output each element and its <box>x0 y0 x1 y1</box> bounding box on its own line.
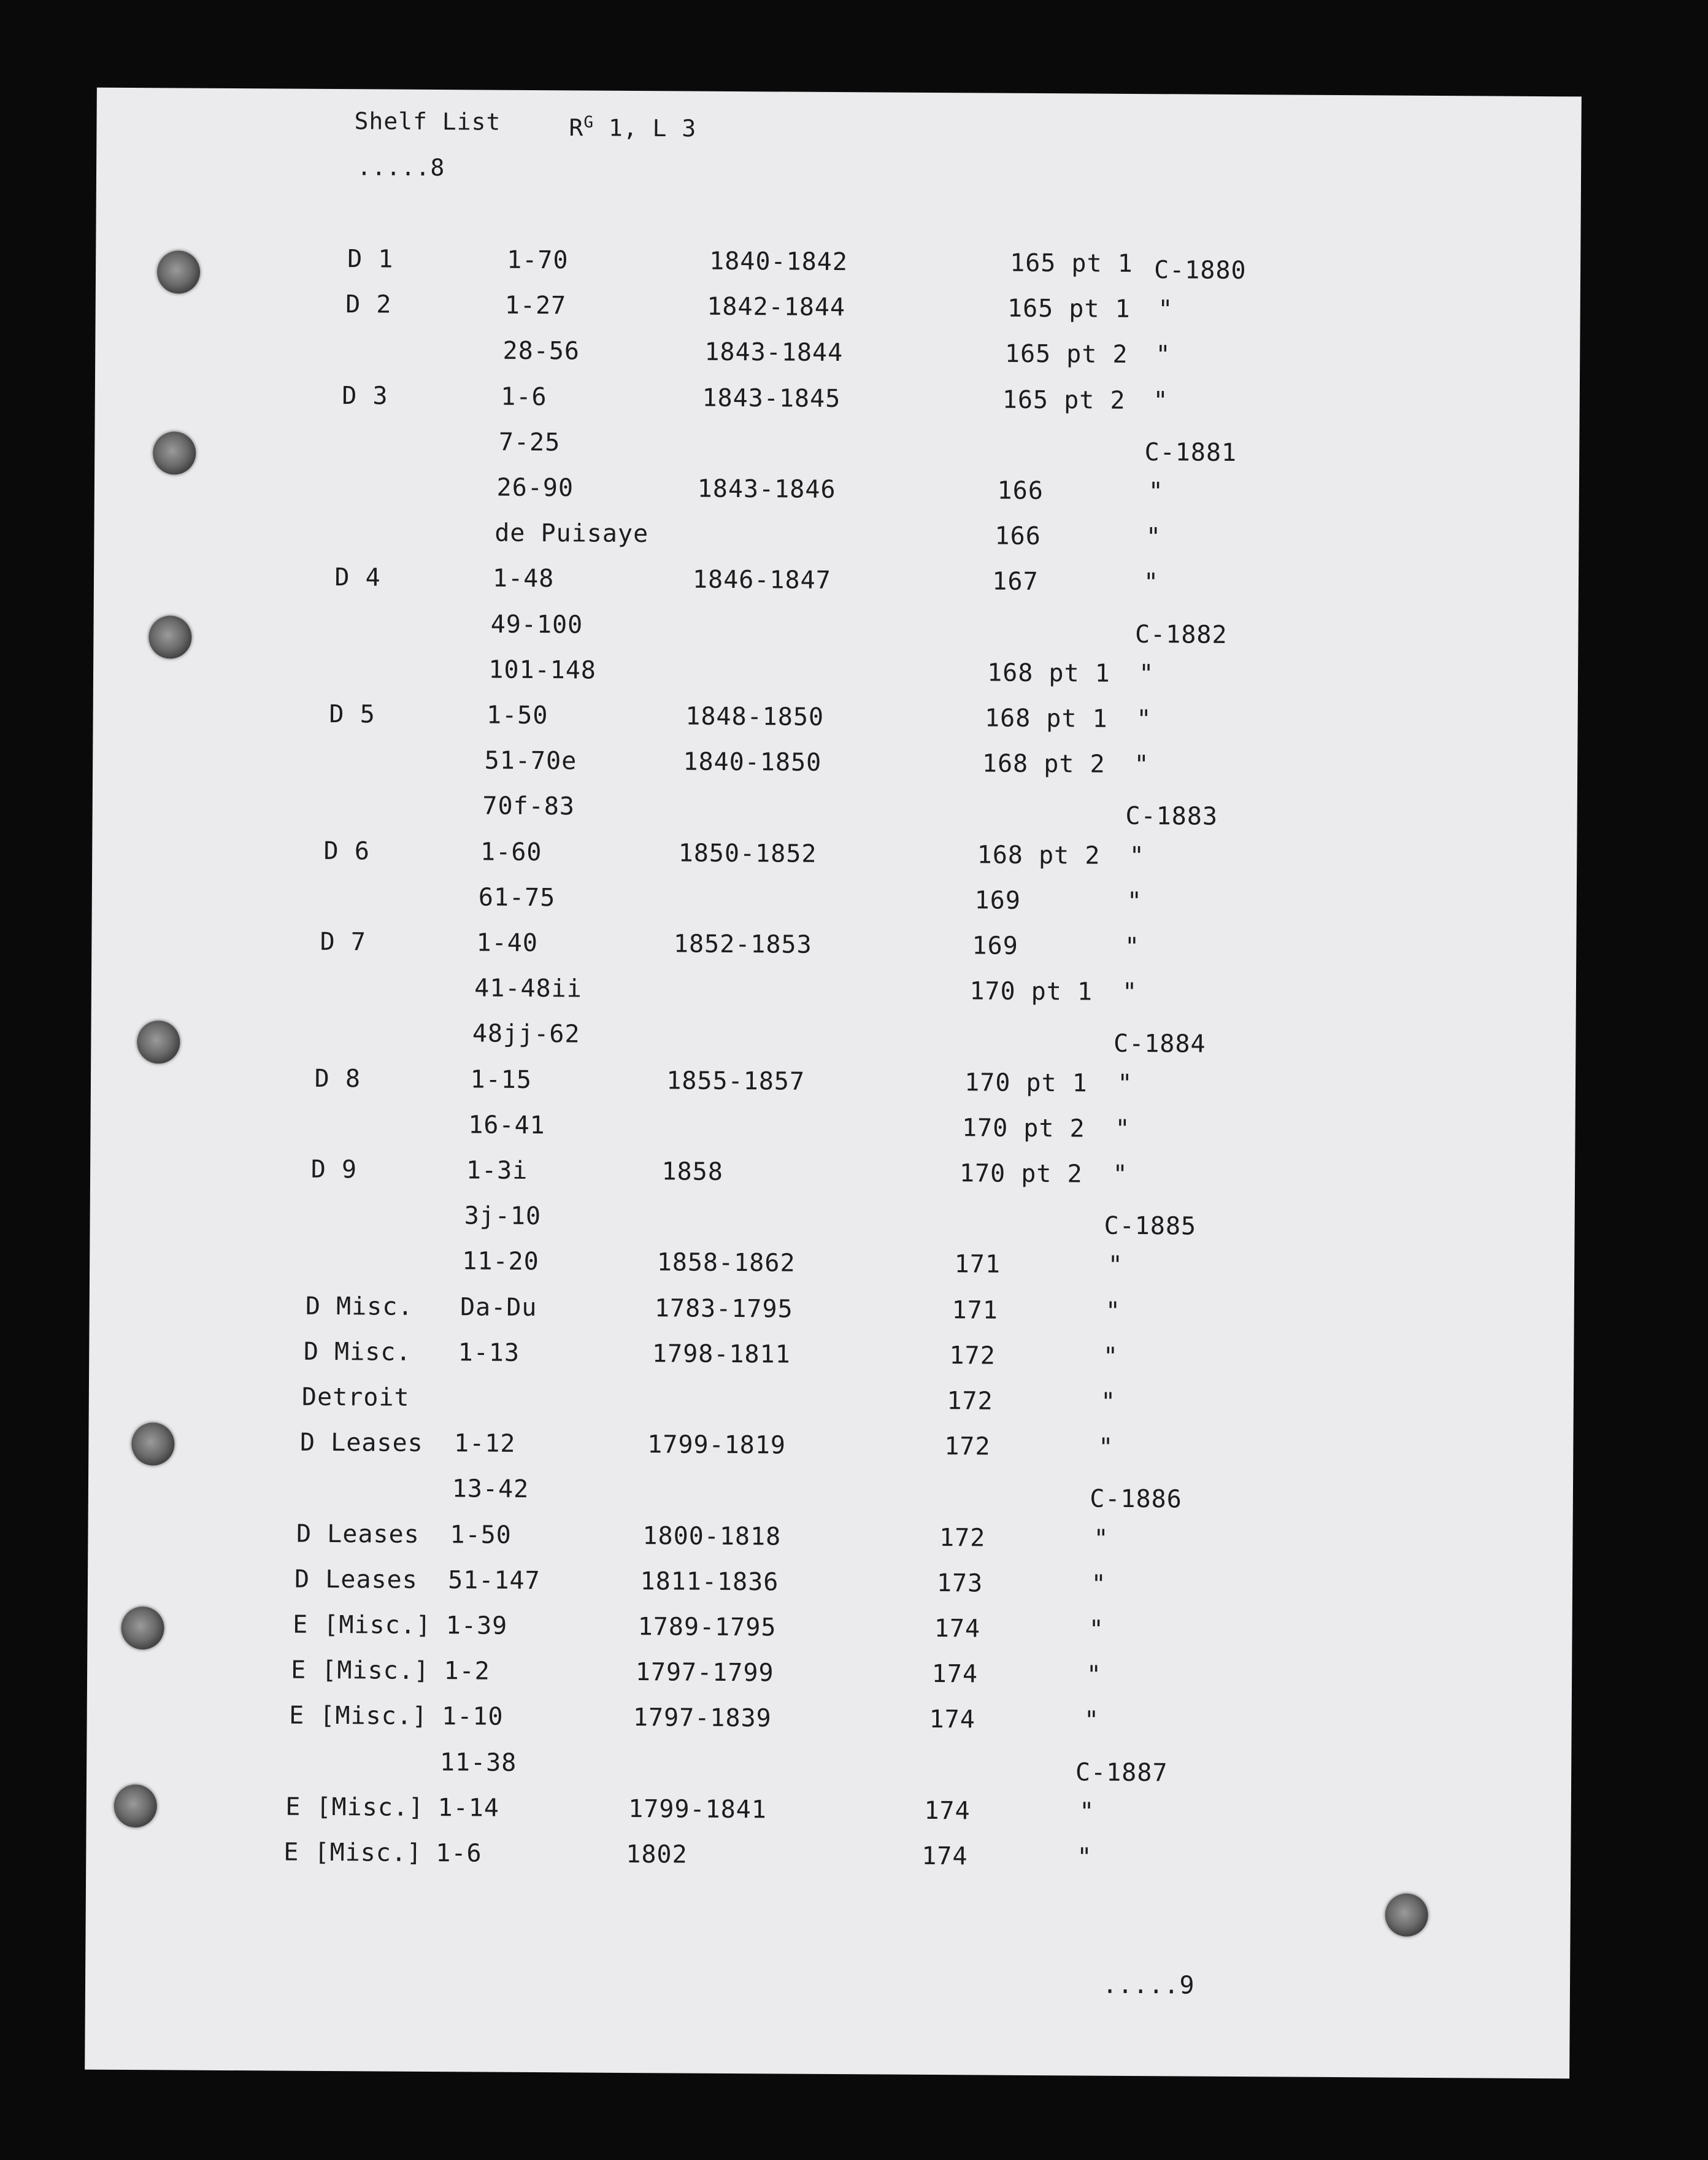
table-row <box>92 881 1577 933</box>
cell-years: 1843-1846 <box>697 474 836 504</box>
table-row <box>94 426 1579 478</box>
cell-range: 70f-83 <box>482 792 575 821</box>
table-row <box>92 790 1577 843</box>
cell-range: 1-48 <box>492 564 555 593</box>
cell-series: D 2 <box>345 290 392 319</box>
shelf-list-title: Shelf List <box>354 107 501 136</box>
cell-range: 3j-10 <box>464 1202 542 1231</box>
cell-series: D 3 <box>342 381 388 411</box>
cell-range: Da-Du <box>460 1292 537 1322</box>
cell-years: 1783-1795 <box>654 1294 793 1324</box>
cell-ditto: " <box>1124 932 1141 962</box>
cell-volume: 170 pt 1 <box>964 1068 1088 1098</box>
cell-volume: 169 <box>974 886 1021 915</box>
cell-range: 26-90 <box>496 473 574 503</box>
cell-years: 1842-1844 <box>707 292 846 322</box>
cell-years: 1840-1842 <box>709 247 848 277</box>
table-row <box>87 1701 1571 1753</box>
cell-ditto: " <box>1139 659 1155 688</box>
table-row <box>92 836 1577 888</box>
cell-ditto: " <box>1088 1615 1104 1644</box>
cell-range: de Puisaye <box>494 519 649 549</box>
cell-ditto: " <box>1091 1570 1107 1599</box>
table-row <box>90 1200 1574 1252</box>
next-page-marker: .....9 <box>1102 1970 1195 2000</box>
cell-range: 28-56 <box>502 337 580 366</box>
table-row <box>90 1109 1575 1161</box>
cell-volume: 172 <box>939 1523 986 1552</box>
cell-years: 1799-1841 <box>628 1794 767 1824</box>
cell-ditto: " <box>1079 1797 1095 1826</box>
cell-ditto: " <box>1100 1387 1117 1416</box>
cell-volume: 165 pt 1 <box>1010 249 1133 278</box>
punch-hole <box>1385 1894 1428 1937</box>
table-row <box>93 745 1577 797</box>
table-row <box>88 1428 1573 1480</box>
cell-series: D 8 <box>314 1064 361 1093</box>
cell-ditto: " <box>1126 887 1143 916</box>
cell-years: 1843-1845 <box>702 384 841 413</box>
cell-volume: 174 <box>924 1796 971 1826</box>
cell-volume: 168 pt 1 <box>984 704 1108 733</box>
cell-reel: C-1886 <box>1090 1484 1182 1514</box>
cell-range: 1-15 <box>470 1065 533 1094</box>
cell-range: 1-39 <box>445 1611 508 1640</box>
cell-ditto: " <box>1112 1160 1128 1189</box>
cell-volume: 169 <box>972 932 1018 960</box>
cell-range: 1-13 <box>458 1338 520 1367</box>
cell-ditto: " <box>1105 1297 1121 1325</box>
cell-volume: 165 pt 2 <box>1002 385 1126 415</box>
cell-series: Detroit <box>301 1383 410 1412</box>
cell-years: 1797-1799 <box>635 1658 774 1688</box>
table-row <box>91 927 1576 979</box>
cell-series: D Leases <box>296 1519 420 1549</box>
cell-ditto: " <box>1107 1251 1123 1280</box>
cell-volume: 168 pt 2 <box>982 749 1106 779</box>
cell-ditto: " <box>1121 978 1138 1007</box>
cell-series: D 5 <box>329 700 375 729</box>
cell-reel: C-1884 <box>1113 1030 1206 1059</box>
cell-volume: 171 <box>954 1250 1001 1279</box>
rg-rest: 1, L 3 <box>608 114 697 142</box>
cell-years: 1848-1850 <box>685 702 825 731</box>
table-row <box>95 380 1580 433</box>
cell-range: 1-50 <box>486 701 548 730</box>
cell-range: 11-38 <box>439 1748 517 1777</box>
cell-ditto: " <box>1145 523 1162 552</box>
cell-ditto: " <box>1143 568 1160 597</box>
cell-ditto: " <box>1115 1114 1131 1143</box>
cell-volume: 174 <box>931 1660 979 1689</box>
cell-ditto: " <box>1093 1524 1109 1553</box>
cell-range: 11-20 <box>462 1247 539 1276</box>
table-row <box>94 563 1579 615</box>
table-row <box>94 472 1579 524</box>
cell-series: D 7 <box>320 927 367 957</box>
cell-volume: 170 pt 2 <box>959 1159 1083 1189</box>
cell-volume: 172 <box>944 1432 991 1461</box>
cell-years: 1852-1853 <box>673 930 812 959</box>
cell-volume: 172 <box>947 1387 993 1416</box>
cell-volume: 168 pt 2 <box>977 841 1101 870</box>
cell-years: 1843-1844 <box>704 338 844 368</box>
table-row <box>93 700 1577 752</box>
cell-volume: 174 <box>934 1614 981 1643</box>
cell-series: E [Misc.] <box>291 1656 430 1686</box>
cell-reel: C-1883 <box>1125 802 1218 831</box>
cell-ditto: " <box>1134 750 1150 779</box>
cell-volume: 170 pt 1 <box>969 977 1093 1006</box>
cell-ditto: " <box>1148 477 1164 506</box>
cell-ditto: " <box>1098 1433 1114 1462</box>
cell-ditto: " <box>1117 1069 1133 1098</box>
table-row <box>90 1246 1574 1298</box>
cell-years: 1846-1847 <box>692 565 831 595</box>
cell-range: 101-148 <box>488 655 597 685</box>
table-row <box>90 1155 1575 1207</box>
table-row <box>87 1656 1572 1708</box>
page-marker: .....8 <box>356 153 445 182</box>
cell-series: D 9 <box>310 1155 358 1184</box>
cell-range: 1-50 <box>450 1520 512 1549</box>
cell-range: 1-27 <box>504 291 567 320</box>
cell-years: 1800-1818 <box>642 1521 782 1551</box>
cell-years: 1858 <box>661 1157 724 1186</box>
table-row <box>86 1792 1571 1844</box>
cell-series: D Misc. <box>303 1337 412 1367</box>
cell-ditto: " <box>1153 386 1169 415</box>
cell-range: 51-147 <box>448 1565 540 1595</box>
cell-series: D 4 <box>334 563 381 592</box>
cell-range: 1-2 <box>444 1657 490 1686</box>
cell-series: D Leases <box>294 1565 418 1594</box>
cell-series: D Misc. <box>305 1292 414 1321</box>
cell-volume: 166 <box>994 522 1041 551</box>
cell-range: 16-41 <box>468 1111 545 1140</box>
cell-range: 1-70 <box>507 245 569 275</box>
table-row <box>88 1473 1573 1526</box>
cell-range: 41-48ii <box>474 974 582 1003</box>
cell-series: E [Misc.] <box>293 1610 432 1640</box>
cell-series: E [Misc.] <box>285 1792 425 1822</box>
cell-years: 1850-1852 <box>678 839 817 868</box>
cell-ditto: " <box>1102 1342 1119 1371</box>
cell-volume: 165 pt 2 <box>1004 340 1128 369</box>
cell-years: 1858-1862 <box>656 1248 796 1278</box>
cell-ditto: " <box>1077 1843 1093 1872</box>
table-row <box>89 1291 1574 1343</box>
cell-range: 1-12 <box>453 1429 516 1459</box>
cell-volume: 165 pt 1 <box>1007 294 1131 324</box>
cell-range: 13-42 <box>452 1475 529 1504</box>
cell-range: 1-40 <box>476 928 538 958</box>
cell-volume: 171 <box>952 1295 999 1325</box>
cell-years: 1797-1839 <box>633 1703 772 1733</box>
cell-years: 1840-1850 <box>683 747 822 777</box>
cell-volume: 174 <box>921 1842 968 1871</box>
rg-superscript: G <box>583 113 594 132</box>
cell-range: 1-10 <box>442 1702 504 1732</box>
cell-years: 1802 <box>626 1840 688 1869</box>
cell-series: D Leases <box>299 1428 423 1458</box>
cell-years: 1855-1857 <box>666 1066 806 1096</box>
table-row <box>87 1610 1572 1662</box>
cell-ditto: " <box>1155 341 1171 369</box>
cell-reel: C-1885 <box>1104 1211 1197 1241</box>
cell-years: 1789-1795 <box>637 1613 777 1642</box>
table-row <box>88 1564 1572 1616</box>
cell-ditto: " <box>1083 1706 1100 1735</box>
cell-years: 1798-1811 <box>652 1340 791 1369</box>
cell-range: 51-70e <box>484 746 577 776</box>
document-page <box>85 88 1582 2079</box>
cell-volume: 173 <box>936 1568 983 1598</box>
cell-ditto: " <box>1136 705 1152 734</box>
table-row <box>94 517 1579 569</box>
table-row <box>87 1746 1571 1799</box>
cell-range: 48jj-62 <box>472 1019 580 1049</box>
cell-reel: C-1881 <box>1144 438 1237 467</box>
cell-range: 1-3i <box>466 1156 528 1185</box>
rg-prefix: R <box>569 114 584 142</box>
cell-range: 1-6 <box>436 1839 482 1868</box>
table-row <box>89 1383 1574 1435</box>
cell-series: D 6 <box>323 836 370 865</box>
cell-series: E [Misc.] <box>283 1838 423 1867</box>
cell-volume: 166 <box>997 476 1044 506</box>
table-row <box>95 290 1580 342</box>
table-row <box>86 1838 1571 1890</box>
cell-volume: 172 <box>949 1341 996 1370</box>
cell-range: 49-100 <box>490 610 583 639</box>
cell-range: 1-60 <box>480 838 542 866</box>
cell-volume: 168 pt 1 <box>987 658 1110 688</box>
cell-ditto: " <box>1086 1660 1102 1689</box>
cell-series: D 1 <box>347 245 394 274</box>
table-row <box>91 1018 1575 1070</box>
table-row <box>88 1519 1572 1571</box>
cell-ditto: " <box>1158 295 1174 324</box>
cell-series: E [Misc.] <box>289 1701 428 1731</box>
cell-years: 1799-1819 <box>647 1430 787 1460</box>
record-group <box>569 109 696 142</box>
cell-range: 1-6 <box>501 382 547 411</box>
cell-reel: C-1880 <box>1153 256 1247 285</box>
table-row <box>93 608 1578 660</box>
table-row <box>91 1063 1575 1116</box>
table-row <box>95 335 1580 387</box>
cell-range: 1-14 <box>437 1793 500 1822</box>
cell-range: 61-75 <box>478 883 556 912</box>
cell-volume: 167 <box>992 567 1039 596</box>
cell-ditto: " <box>1129 841 1145 870</box>
cell-volume: 174 <box>929 1705 976 1734</box>
cell-volume: 170 pt 2 <box>961 1114 1085 1143</box>
table-row <box>96 244 1580 296</box>
cell-years: 1811-1836 <box>640 1567 779 1597</box>
table-row <box>89 1336 1574 1389</box>
table-row <box>93 654 1578 706</box>
cell-reel: C-1887 <box>1075 1758 1168 1787</box>
table-row <box>91 973 1576 1025</box>
cell-reel: C-1882 <box>1134 620 1228 649</box>
cell-range: 7-25 <box>498 428 561 457</box>
